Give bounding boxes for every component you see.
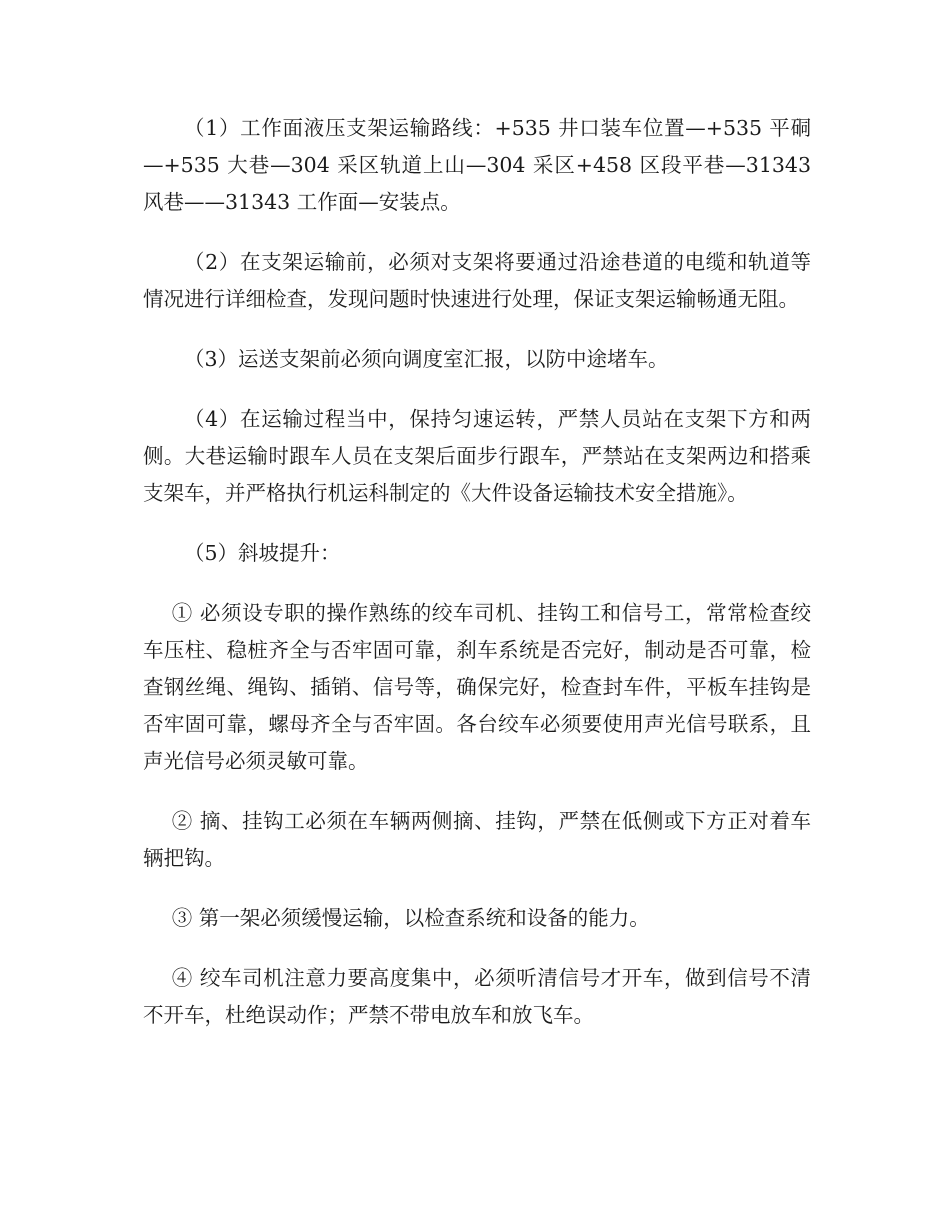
document-body xyxy=(143,110,811,1057)
paragraph-item-1: ① 必须设专职的操作熟练的绞车司机、挂钩工和信号工，常常检查绞车压柱、稳桩齐全与否牢固可靠，刹车系统是否完好，制动是否可靠，检查钢丝绳、绳钩、插销、信号等，确保完好，检查封车件，平板车挂钩是否牢固可靠，螺母齐全与否牢固。各台绞车必须要使用声光信号联系，且声光信号必须灵敏可靠。 xyxy=(143,601,811,773)
paragraph-route: （1）工作面液压支架运输路线：+535 井口装车位置—+535 平硐—+535 大巷—304 采区轨道上山—304 采区+458 区段平巷—31343 风巷——31343 工作面—安装点。 xyxy=(143,116,811,214)
paragraph-transport-process: （4）在运输过程当中，保持匀速运转，严禁人员站在支架下方和两侧。大巷运输时跟车人员在支架后面步行跟车，严禁站在支架两边和搭乘支架车，并严格执行机运科制定的《大件设备运输技术安全措施》。 xyxy=(143,407,811,505)
paragraph-slope-hoisting: （5）斜坡提升： xyxy=(184,541,341,565)
paragraph-inspection: （2）在支架运输前，必须对支架将要通过沿途巷道的电缆和轨道等情况进行详细检查，发现问题时快速进行处理，保证支架运输畅通无阻。 xyxy=(143,250,811,311)
paragraph-item-2: ② 摘、挂钩工必须在车辆两侧摘、挂钩，严禁在低侧或下方正对着车辆把钩。 xyxy=(143,809,811,870)
paragraph-item-4: ④ 绞车司机注意力要高度集中，必须听清信号才开车，做到信号不清不开车，杜绝误动作；严禁不带电放车和放飞车。 xyxy=(143,966,811,1027)
paragraph-dispatch: （3）运送支架前必须向调度室汇报，以防中途堵车。 xyxy=(184,347,669,371)
paragraph-item-3: ③ 第一架必须缓慢运输，以检查系统和设备的能力。 xyxy=(171,906,650,930)
